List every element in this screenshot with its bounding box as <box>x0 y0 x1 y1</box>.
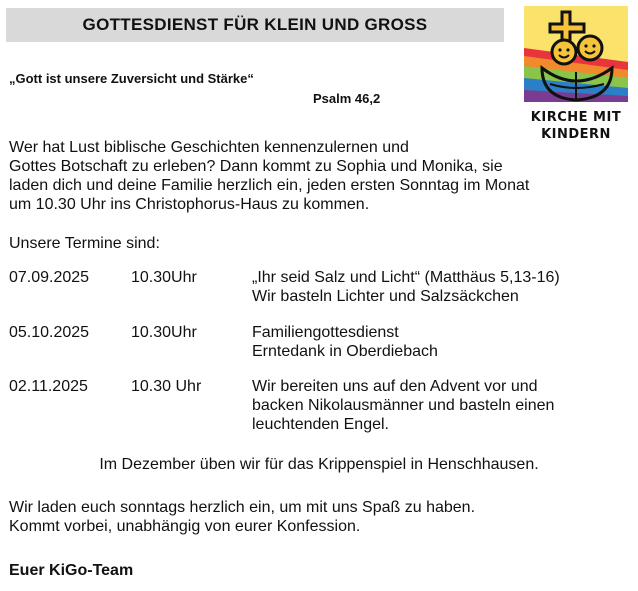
intro-line: laden dich und deine Familie herzlich ein, jeden ersten Sonntag im Monat <box>9 177 530 194</box>
closing-paragraph <box>9 498 629 536</box>
termin-description-line: backen Nikolausmänner und basteln einen <box>252 397 555 414</box>
termin-time: 10.30 Uhr <box>131 378 202 395</box>
termin-description-line: leuchtenden Engel. <box>252 416 389 433</box>
termin-date: 05.10.2025 <box>9 324 90 341</box>
termin-description-line: Familiengottesdienst <box>252 324 399 341</box>
logo-text-line2: KINDERN <box>541 127 611 142</box>
termin-description-line: Wir bereiten uns auf den Advent vor und <box>252 378 538 395</box>
bible-quote: „Gott ist unsere Zuversicht und Stärke“ <box>9 71 254 86</box>
termin-description <box>252 323 632 361</box>
termin-description <box>252 377 632 434</box>
termin-time: 10.30Uhr <box>131 324 197 341</box>
termin-description-line: Wir basteln Lichter und Salzsäckchen <box>252 288 519 305</box>
page-title: GOTTESDIENST FÜR KLEIN UND GROSS <box>82 15 428 34</box>
termin-description-line: Erntedank in Oberdiebach <box>252 343 438 360</box>
signature: Euer KiGo-Team <box>9 562 134 579</box>
termin-description-line: „Ihr seid Salz und Licht“ (Matthäus 5,13-16) <box>252 269 560 286</box>
termin-description <box>252 268 632 306</box>
intro-line: Wer hat Lust biblische Geschichten kennenzulernen und <box>9 139 409 156</box>
termin-date: 07.09.2025 <box>9 269 90 286</box>
closing-line: Wir laden euch sonntags herzlich ein, um mit uns Spaß zu haben. <box>9 499 476 516</box>
intro-paragraph <box>9 138 629 214</box>
intro-line: Gottes Botschaft zu erleben? Dann kommt zu Sophia und Monika, sie <box>9 158 503 175</box>
title-banner <box>6 8 504 42</box>
termin-time: 10.30Uhr <box>131 269 197 286</box>
logo-text-line1: KIRCHE MIT <box>530 110 622 125</box>
termin-date: 02.11.2025 <box>9 378 88 395</box>
closing-line: Kommt vorbei, unabhängig von eurer Konfession. <box>9 518 361 535</box>
termine-heading: Unsere Termine sind: <box>9 235 160 252</box>
kirche-mit-kindern-logo <box>520 4 632 146</box>
intro-line: um 10.30 Uhr ins Christophorus-Haus zu kommen. <box>9 196 370 213</box>
december-note: Im Dezember üben wir für das Krippenspiel in Henschhausen. <box>99 456 539 473</box>
bible-quote-reference: Psalm 46,2 <box>313 91 381 106</box>
